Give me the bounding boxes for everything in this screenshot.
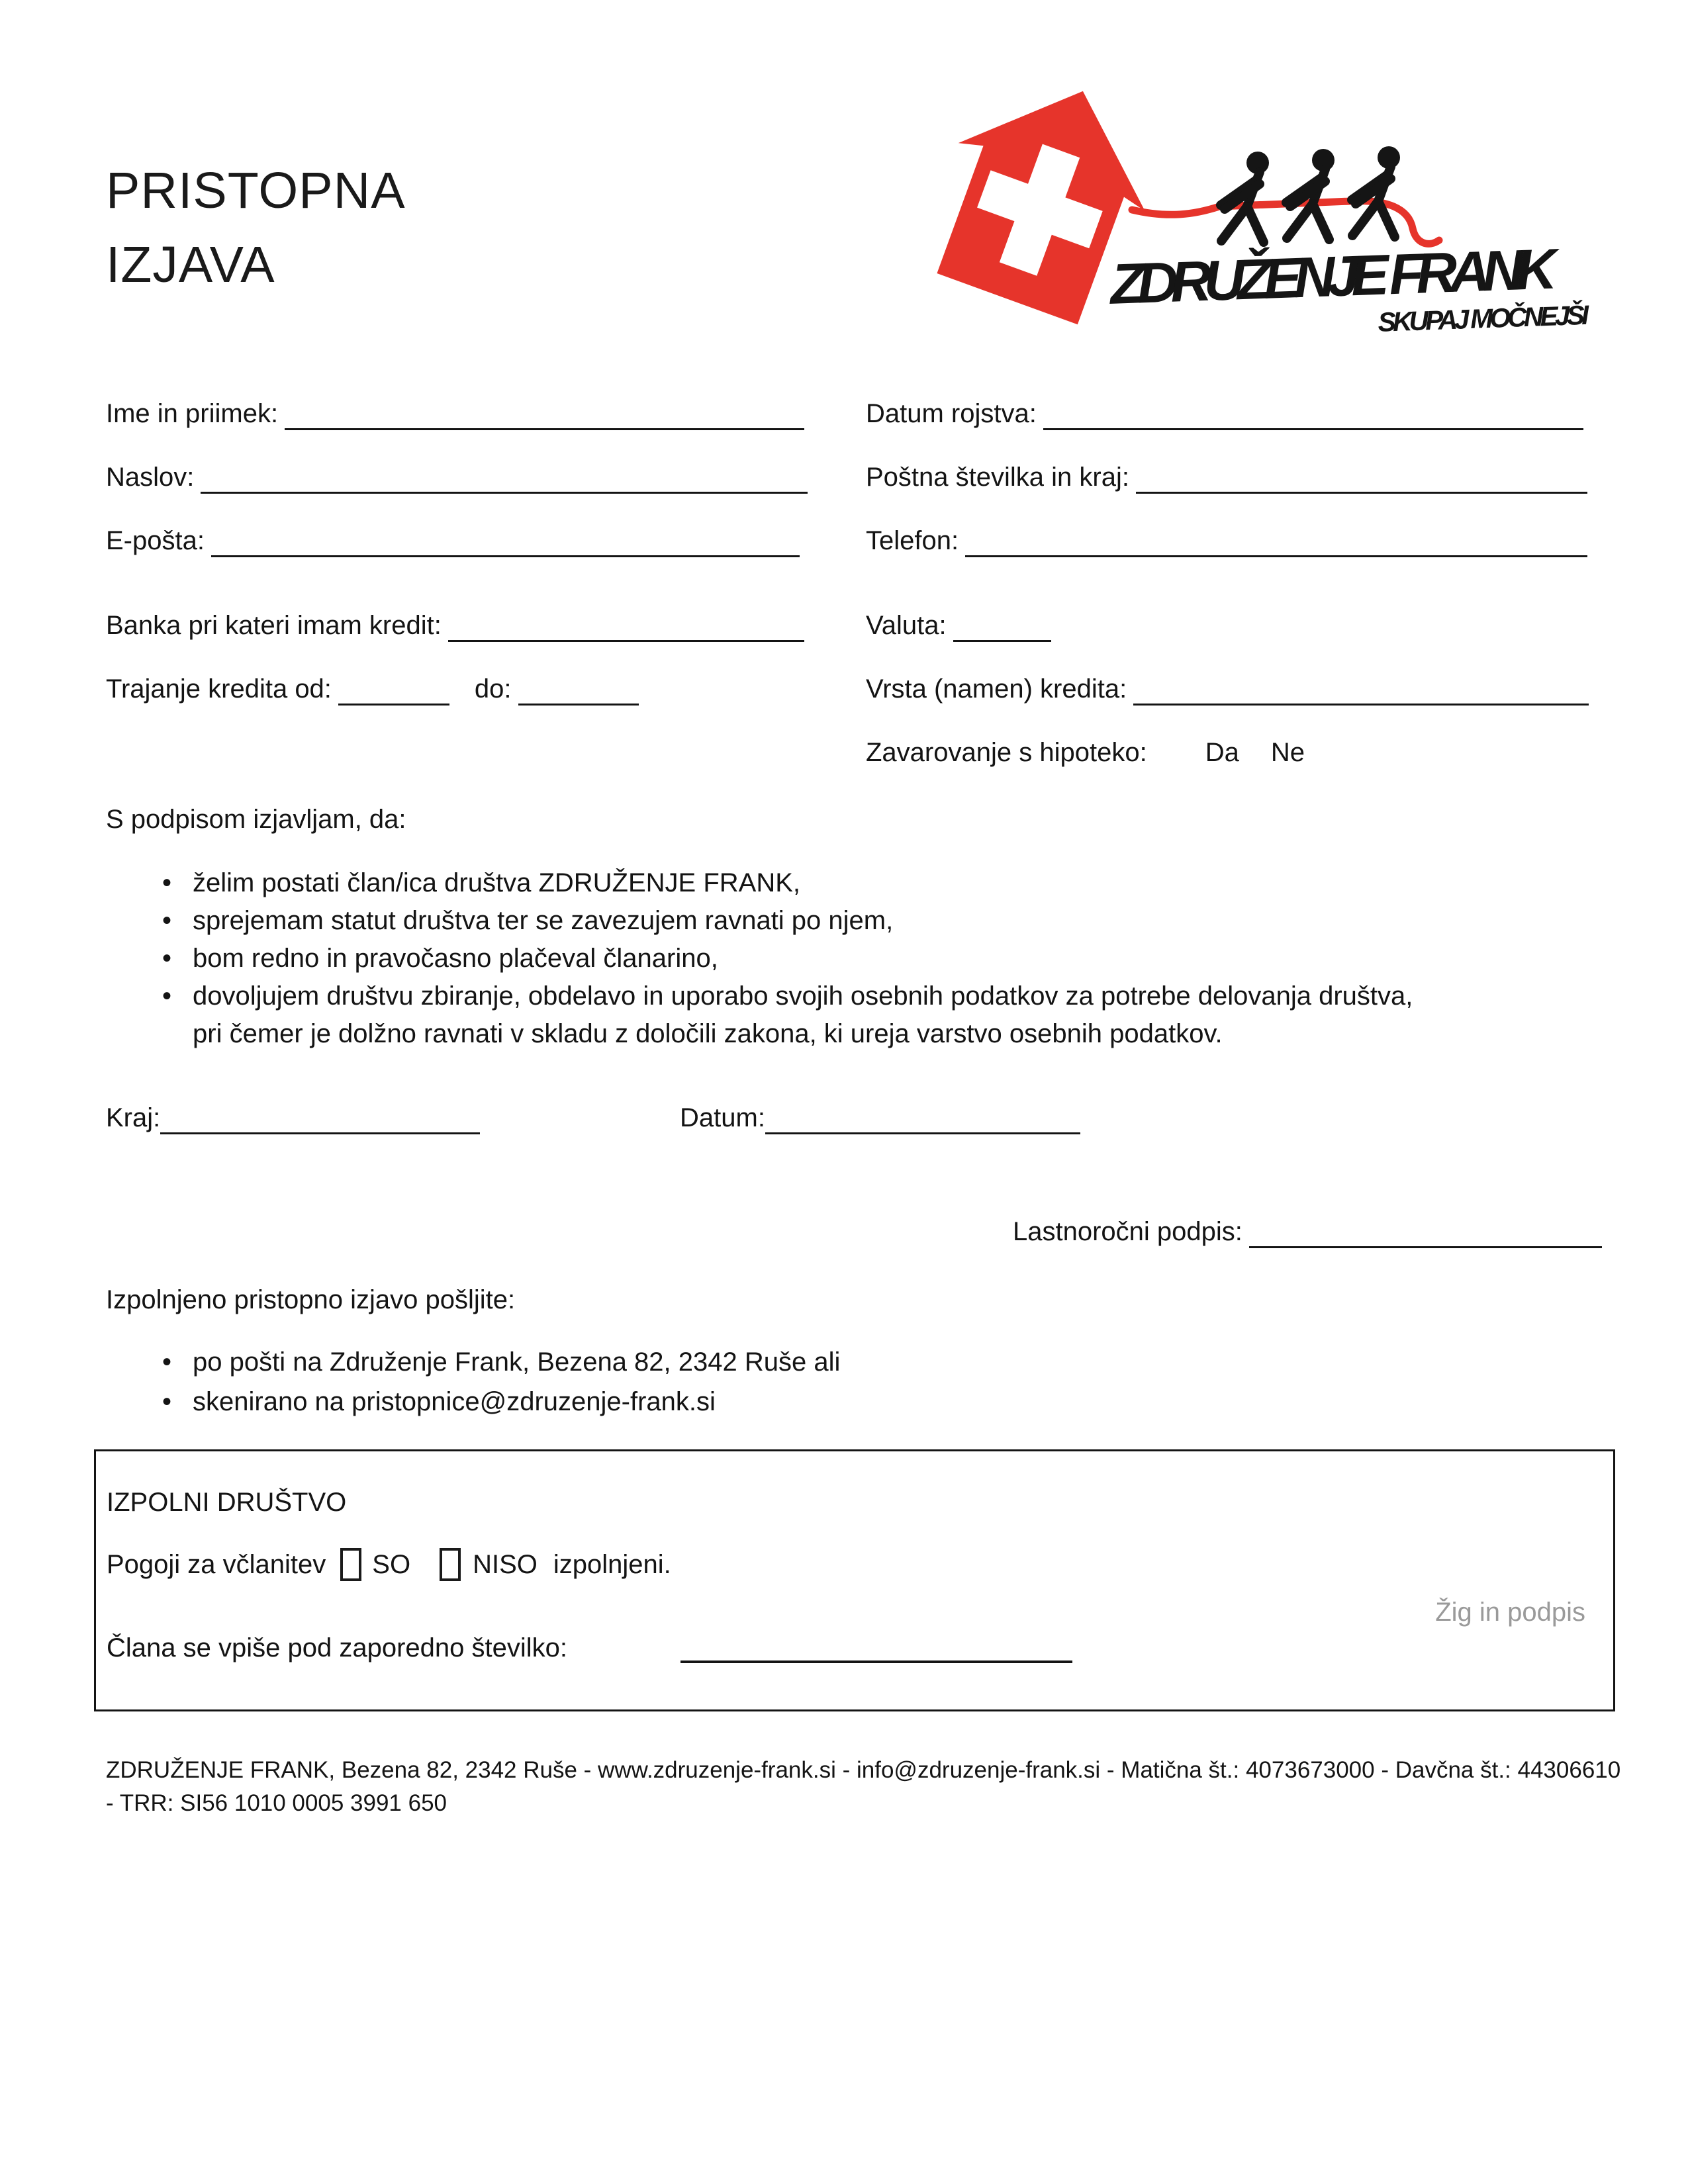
duration-from-line[interactable]: [338, 672, 449, 705]
bank-label: Banka pri kateri imam kredit:: [106, 611, 442, 640]
postal-input-line[interactable]: [1136, 461, 1587, 494]
field-row-bank: [106, 609, 804, 642]
email-label: E-pošta:: [106, 526, 205, 555]
bullet-icon: •: [162, 944, 172, 973]
declaration-bullet-4: • dovoljujem društvu zbiranje, obdelavo in uporabo svojih osebnih podatkov za potrebe delovanja društva,: [162, 978, 1572, 1015]
office-box-heading: IZPOLNI DRUŠTVO: [107, 1488, 347, 1517]
declaration-bullet-3: • bom redno in pravočasno plačeval članarino,: [162, 940, 1572, 978]
phone-input-line[interactable]: [965, 524, 1587, 557]
birthdate-label: Datum rojstva:: [866, 399, 1037, 428]
duration-to-label: do:: [474, 674, 512, 704]
address-label: Naslov:: [106, 463, 195, 492]
credit-type-label: Vrsta (namen) kredita:: [866, 674, 1127, 704]
name-label: Ime in priimek:: [106, 399, 279, 428]
conditions-yes-label: SO: [372, 1550, 411, 1579]
logo-tagline: SKUPAJ MOČNEJŠI: [1377, 299, 1589, 338]
field-row-duration: [106, 672, 639, 705]
bank-input-line[interactable]: [448, 609, 804, 642]
send-intro: Izpolnjeno pristopno izjavo pošljite:: [106, 1285, 516, 1314]
field-row-phone: [866, 524, 1587, 557]
member-number-label: Člana se vpiše pod zaporedno številko:: [107, 1633, 567, 1662]
footer-line2: - TRR: SI56 1010 0005 3991 650: [106, 1790, 447, 1816]
association-logo: [914, 76, 1602, 341]
signature-input-line[interactable]: [1249, 1215, 1602, 1248]
date-input-line[interactable]: [765, 1101, 1080, 1134]
membership-conditions-row: [107, 1547, 671, 1582]
date-label: Datum:: [680, 1103, 765, 1132]
currency-input-line[interactable]: [953, 609, 1051, 642]
place-input-line[interactable]: [160, 1101, 480, 1134]
duration-to-line[interactable]: [518, 672, 639, 705]
declaration-bullet-2: • sprejemam statut društva ter se zavezujem ravnati po njem,: [162, 902, 1572, 940]
bullet-icon: •: [162, 981, 172, 1011]
bullet-icon: •: [162, 1387, 172, 1416]
address-input-line[interactable]: [201, 461, 808, 494]
name-input-line[interactable]: [285, 397, 804, 430]
logo-figures-icon: [1221, 146, 1400, 242]
field-row-currency: [866, 609, 1051, 642]
signature-label: Lastnoročni podpis:: [1013, 1217, 1243, 1246]
send-bullet-1: • po pošti na Združenje Frank, Bezena 82, 2342 Ruše ali: [162, 1342, 1354, 1382]
field-row-credit-type: [866, 672, 1589, 705]
declaration-bullets: [162, 864, 1572, 1053]
page-title: [106, 154, 406, 302]
page-title-line2: IZJAVA: [106, 236, 275, 293]
duration-from-label: Trajanje kredita od:: [106, 674, 332, 704]
field-row-signature: [1013, 1215, 1602, 1248]
declaration-bullet-1: • želim postati član/ica društva ZDRUŽENJE FRANK,: [162, 864, 1572, 902]
member-number-input-line[interactable]: [680, 1661, 1072, 1663]
birthdate-input-line[interactable]: [1043, 397, 1583, 430]
mortgage-no-option[interactable]: Ne: [1270, 738, 1305, 767]
page-title-line1: PRISTOPNA: [106, 162, 406, 219]
send-bullet-2: • skenirano na pristopnice@zdruzenje-frank.si: [162, 1382, 1354, 1422]
conditions-no-checkbox[interactable]: [440, 1548, 461, 1581]
field-row-email: [106, 524, 800, 557]
field-row-postal: [866, 461, 1587, 494]
office-use-box: [94, 1449, 1615, 1711]
stamp-signature-label: Žig in podpis: [1435, 1598, 1585, 1627]
credit-type-input-line[interactable]: [1133, 672, 1589, 705]
field-row-name: [106, 397, 804, 430]
send-bullets: [162, 1342, 1354, 1422]
declaration-bullet-4-continuation: pri čemer je dolžno ravnati v skladu z določili zakona, ki ureja varstvo osebnih podatkov.: [193, 1019, 1223, 1048]
conditions-label: Pogoji za včlanitev: [107, 1550, 326, 1579]
field-row-mortgage: [866, 736, 1305, 769]
currency-label: Valuta:: [866, 611, 947, 640]
conditions-suffix: izpolnjeni.: [553, 1550, 671, 1579]
footer: [106, 1754, 1628, 1820]
field-row-date: [680, 1101, 1080, 1134]
logo-wordmark: ZDRUŽENJE FRANK: [1109, 237, 1556, 316]
declaration-intro: S podpisom izjavljam, da:: [106, 805, 406, 834]
phone-label: Telefon:: [866, 526, 959, 555]
bullet-icon: •: [162, 906, 172, 935]
conditions-no-label: NISO: [473, 1550, 538, 1579]
bullet-icon: •: [162, 1347, 172, 1377]
field-row-birthdate: [866, 397, 1583, 430]
conditions-yes-checkbox[interactable]: [340, 1548, 361, 1581]
field-row-address: [106, 461, 808, 494]
bullet-icon: •: [162, 868, 172, 897]
mortgage-label: Zavarovanje s hipoteko:: [866, 738, 1147, 767]
email-input-line[interactable]: [211, 524, 800, 557]
place-label: Kraj:: [106, 1103, 161, 1132]
postal-label: Poštna številka in kraj:: [866, 463, 1129, 492]
field-row-place: [106, 1101, 480, 1134]
mortgage-yes-option[interactable]: Da: [1205, 738, 1239, 767]
footer-line1: ZDRUŽENJE FRANK, Bezena 82, 2342 Ruše - www.zdruzenje-frank.si - info@zdruzenje-frank.si - Matična št.: 4073673000 - Davčna št.: 44306610: [106, 1757, 1621, 1783]
